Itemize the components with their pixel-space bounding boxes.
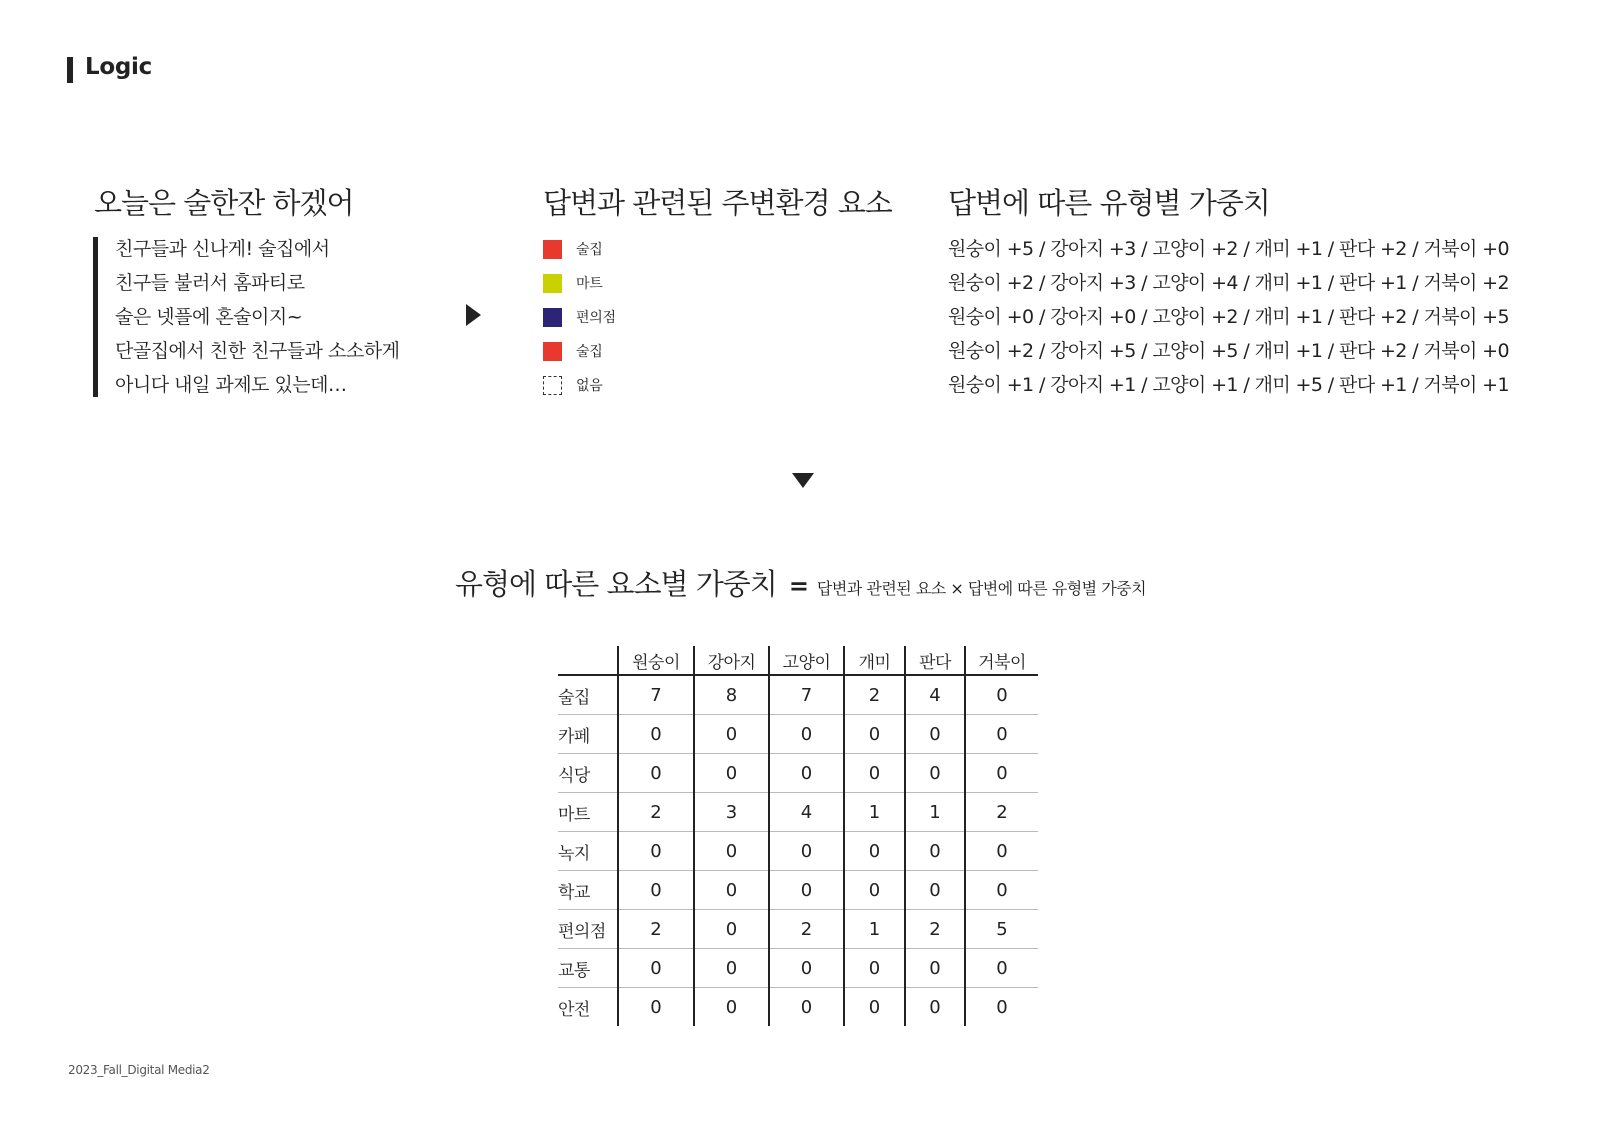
formula-title: 유형에 따른 요소별 가중치 <box>455 567 777 601</box>
empty-swatch-icon <box>543 376 562 395</box>
table-row <box>558 793 1038 832</box>
table-cell: 3 <box>694 793 769 832</box>
table-cell: 0 <box>905 871 965 910</box>
column-header: 고양이 <box>769 646 844 675</box>
table-cell: 0 <box>618 832 694 871</box>
answer-item: 아니다 내일 과제도 있는데… <box>115 374 347 396</box>
column-header: 개미 <box>844 646 905 675</box>
column-header: 거북이 <box>965 646 1038 675</box>
table-cell: 0 <box>844 949 905 988</box>
table-cell: 0 <box>769 832 844 871</box>
color-swatch <box>543 342 562 361</box>
table-cell: 2 <box>769 910 844 949</box>
table-cell: 0 <box>965 949 1038 988</box>
row-header: 술집 <box>558 675 618 715</box>
elements-title: 답변과 관련된 주변환경 요소 <box>543 186 892 220</box>
table-cell: 0 <box>844 871 905 910</box>
table-row <box>558 910 1038 949</box>
row-header: 카페 <box>558 715 618 754</box>
row-header: 편의점 <box>558 910 618 949</box>
row-header: 학교 <box>558 871 618 910</box>
weight-item: 원숭이 +2 / 강아지 +3 / 고양이 +4 / 개미 +1 / 판다 +1 / 거북이 +2 <box>948 272 1509 294</box>
row-header: 마트 <box>558 793 618 832</box>
table-cell: 2 <box>844 675 905 715</box>
table-cell: 0 <box>769 715 844 754</box>
answers-title: 오늘은 술한잔 하겠어 <box>94 186 354 220</box>
table-cell: 7 <box>769 675 844 715</box>
table-cell: 4 <box>769 793 844 832</box>
element-label: 없음 <box>576 378 603 394</box>
element-item <box>543 368 616 402</box>
column-header: 원숭이 <box>618 646 694 675</box>
table-cell: 0 <box>965 715 1038 754</box>
table-cell: 0 <box>694 832 769 871</box>
table-cell: 0 <box>905 832 965 871</box>
footer-text: 2023_Fall_Digital Media2 <box>68 1063 210 1077</box>
element-label: 술집 <box>576 344 603 360</box>
element-item <box>543 266 616 300</box>
table-cell: 0 <box>769 949 844 988</box>
answer-item: 술은 넷플에 혼술이지~ <box>115 306 303 328</box>
table-cell: 0 <box>769 988 844 1027</box>
row-header: 교통 <box>558 949 618 988</box>
table-cell: 0 <box>694 988 769 1027</box>
table-cell: 0 <box>965 988 1038 1027</box>
table-header-row <box>558 646 1038 675</box>
table-cell: 2 <box>618 793 694 832</box>
table-row <box>558 832 1038 871</box>
table-cell: 0 <box>694 871 769 910</box>
arrow-right-icon <box>466 304 481 326</box>
table-cell: 0 <box>965 871 1038 910</box>
element-label: 마트 <box>576 276 603 292</box>
table-cell: 0 <box>694 910 769 949</box>
table-cell: 0 <box>769 871 844 910</box>
table-row <box>558 988 1038 1027</box>
answer-item: 친구들 불러서 홈파티로 <box>115 272 305 294</box>
element-item <box>543 232 616 266</box>
answers-list <box>115 232 399 402</box>
table-cell: 0 <box>844 715 905 754</box>
weight-item: 원숭이 +1 / 강아지 +1 / 고양이 +1 / 개미 +5 / 판다 +1 / 거북이 +1 <box>948 374 1509 396</box>
table-cell: 0 <box>694 949 769 988</box>
table-cell: 0 <box>769 754 844 793</box>
column-header: 판다 <box>905 646 965 675</box>
table-cell: 0 <box>618 988 694 1027</box>
table-cell: 0 <box>905 754 965 793</box>
weight-table <box>558 646 1038 1026</box>
page-title: Logic <box>85 54 152 80</box>
table-cell: 5 <box>965 910 1038 949</box>
element-label: 편의점 <box>576 310 616 326</box>
table-row <box>558 949 1038 988</box>
table-cell: 0 <box>618 715 694 754</box>
table-cell: 2 <box>618 910 694 949</box>
color-swatch <box>543 274 562 293</box>
answer-item: 친구들과 신나게! 술집에서 <box>115 238 330 260</box>
table-cell: 0 <box>618 871 694 910</box>
table-cell: 1 <box>844 910 905 949</box>
column-header: 강아지 <box>694 646 769 675</box>
table-cell: 0 <box>694 754 769 793</box>
weights-title: 답변에 따른 유형별 가중치 <box>948 186 1270 220</box>
row-header: 녹지 <box>558 832 618 871</box>
elements-list <box>543 232 616 402</box>
formula <box>455 562 1146 603</box>
header-accent-bar <box>67 57 73 83</box>
table-cell: 0 <box>844 754 905 793</box>
arrow-down-icon <box>792 473 814 488</box>
row-header: 안전 <box>558 999 590 1020</box>
table-cell: 0 <box>965 754 1038 793</box>
color-swatch <box>543 308 562 327</box>
row-header: 식당 <box>558 754 618 793</box>
color-swatch <box>543 240 562 259</box>
table-body <box>558 675 1038 1026</box>
table-cell: 2 <box>905 910 965 949</box>
answer-item: 단골집에서 친한 친구들과 소소하게 <box>115 340 400 362</box>
table-cell: 1 <box>844 793 905 832</box>
equals-sign: = <box>788 572 809 600</box>
table-cell: 8 <box>694 675 769 715</box>
table-cell: 0 <box>905 949 965 988</box>
table-corner <box>558 646 618 675</box>
table-cell: 2 <box>965 793 1038 832</box>
table-cell: 0 <box>965 675 1038 715</box>
table-cell: 0 <box>844 988 905 1027</box>
table-row <box>558 871 1038 910</box>
weight-item: 원숭이 +2 / 강아지 +5 / 고양이 +5 / 개미 +1 / 판다 +2 / 거북이 +0 <box>948 340 1509 362</box>
table-cell: 0 <box>618 754 694 793</box>
table-cell: 0 <box>905 715 965 754</box>
table-cell: 0 <box>844 832 905 871</box>
table-cell: 1 <box>905 793 965 832</box>
table-cell: 0 <box>905 988 965 1027</box>
table-row <box>558 754 1038 793</box>
table-row <box>558 675 1038 715</box>
formula-description: 답변과 관련된 요소 × 답변에 따른 유형별 가중치 <box>816 579 1147 598</box>
table-row <box>558 715 1038 754</box>
answers-accent-bar <box>93 237 98 397</box>
element-label: 술집 <box>576 242 603 258</box>
table-cell: 0 <box>694 715 769 754</box>
element-item <box>543 300 616 334</box>
table-cell: 0 <box>965 832 1038 871</box>
table-cell: 4 <box>905 675 965 715</box>
weight-item: 원숭이 +5 / 강아지 +3 / 고양이 +2 / 개미 +1 / 판다 +2 / 거북이 +0 <box>948 238 1509 260</box>
weights-list <box>948 232 1509 402</box>
element-item <box>543 334 616 368</box>
weight-item: 원숭이 +0 / 강아지 +0 / 고양이 +2 / 개미 +1 / 판다 +2 / 거북이 +5 <box>948 306 1509 328</box>
table-cell: 7 <box>618 675 694 715</box>
table-cell: 0 <box>618 949 694 988</box>
